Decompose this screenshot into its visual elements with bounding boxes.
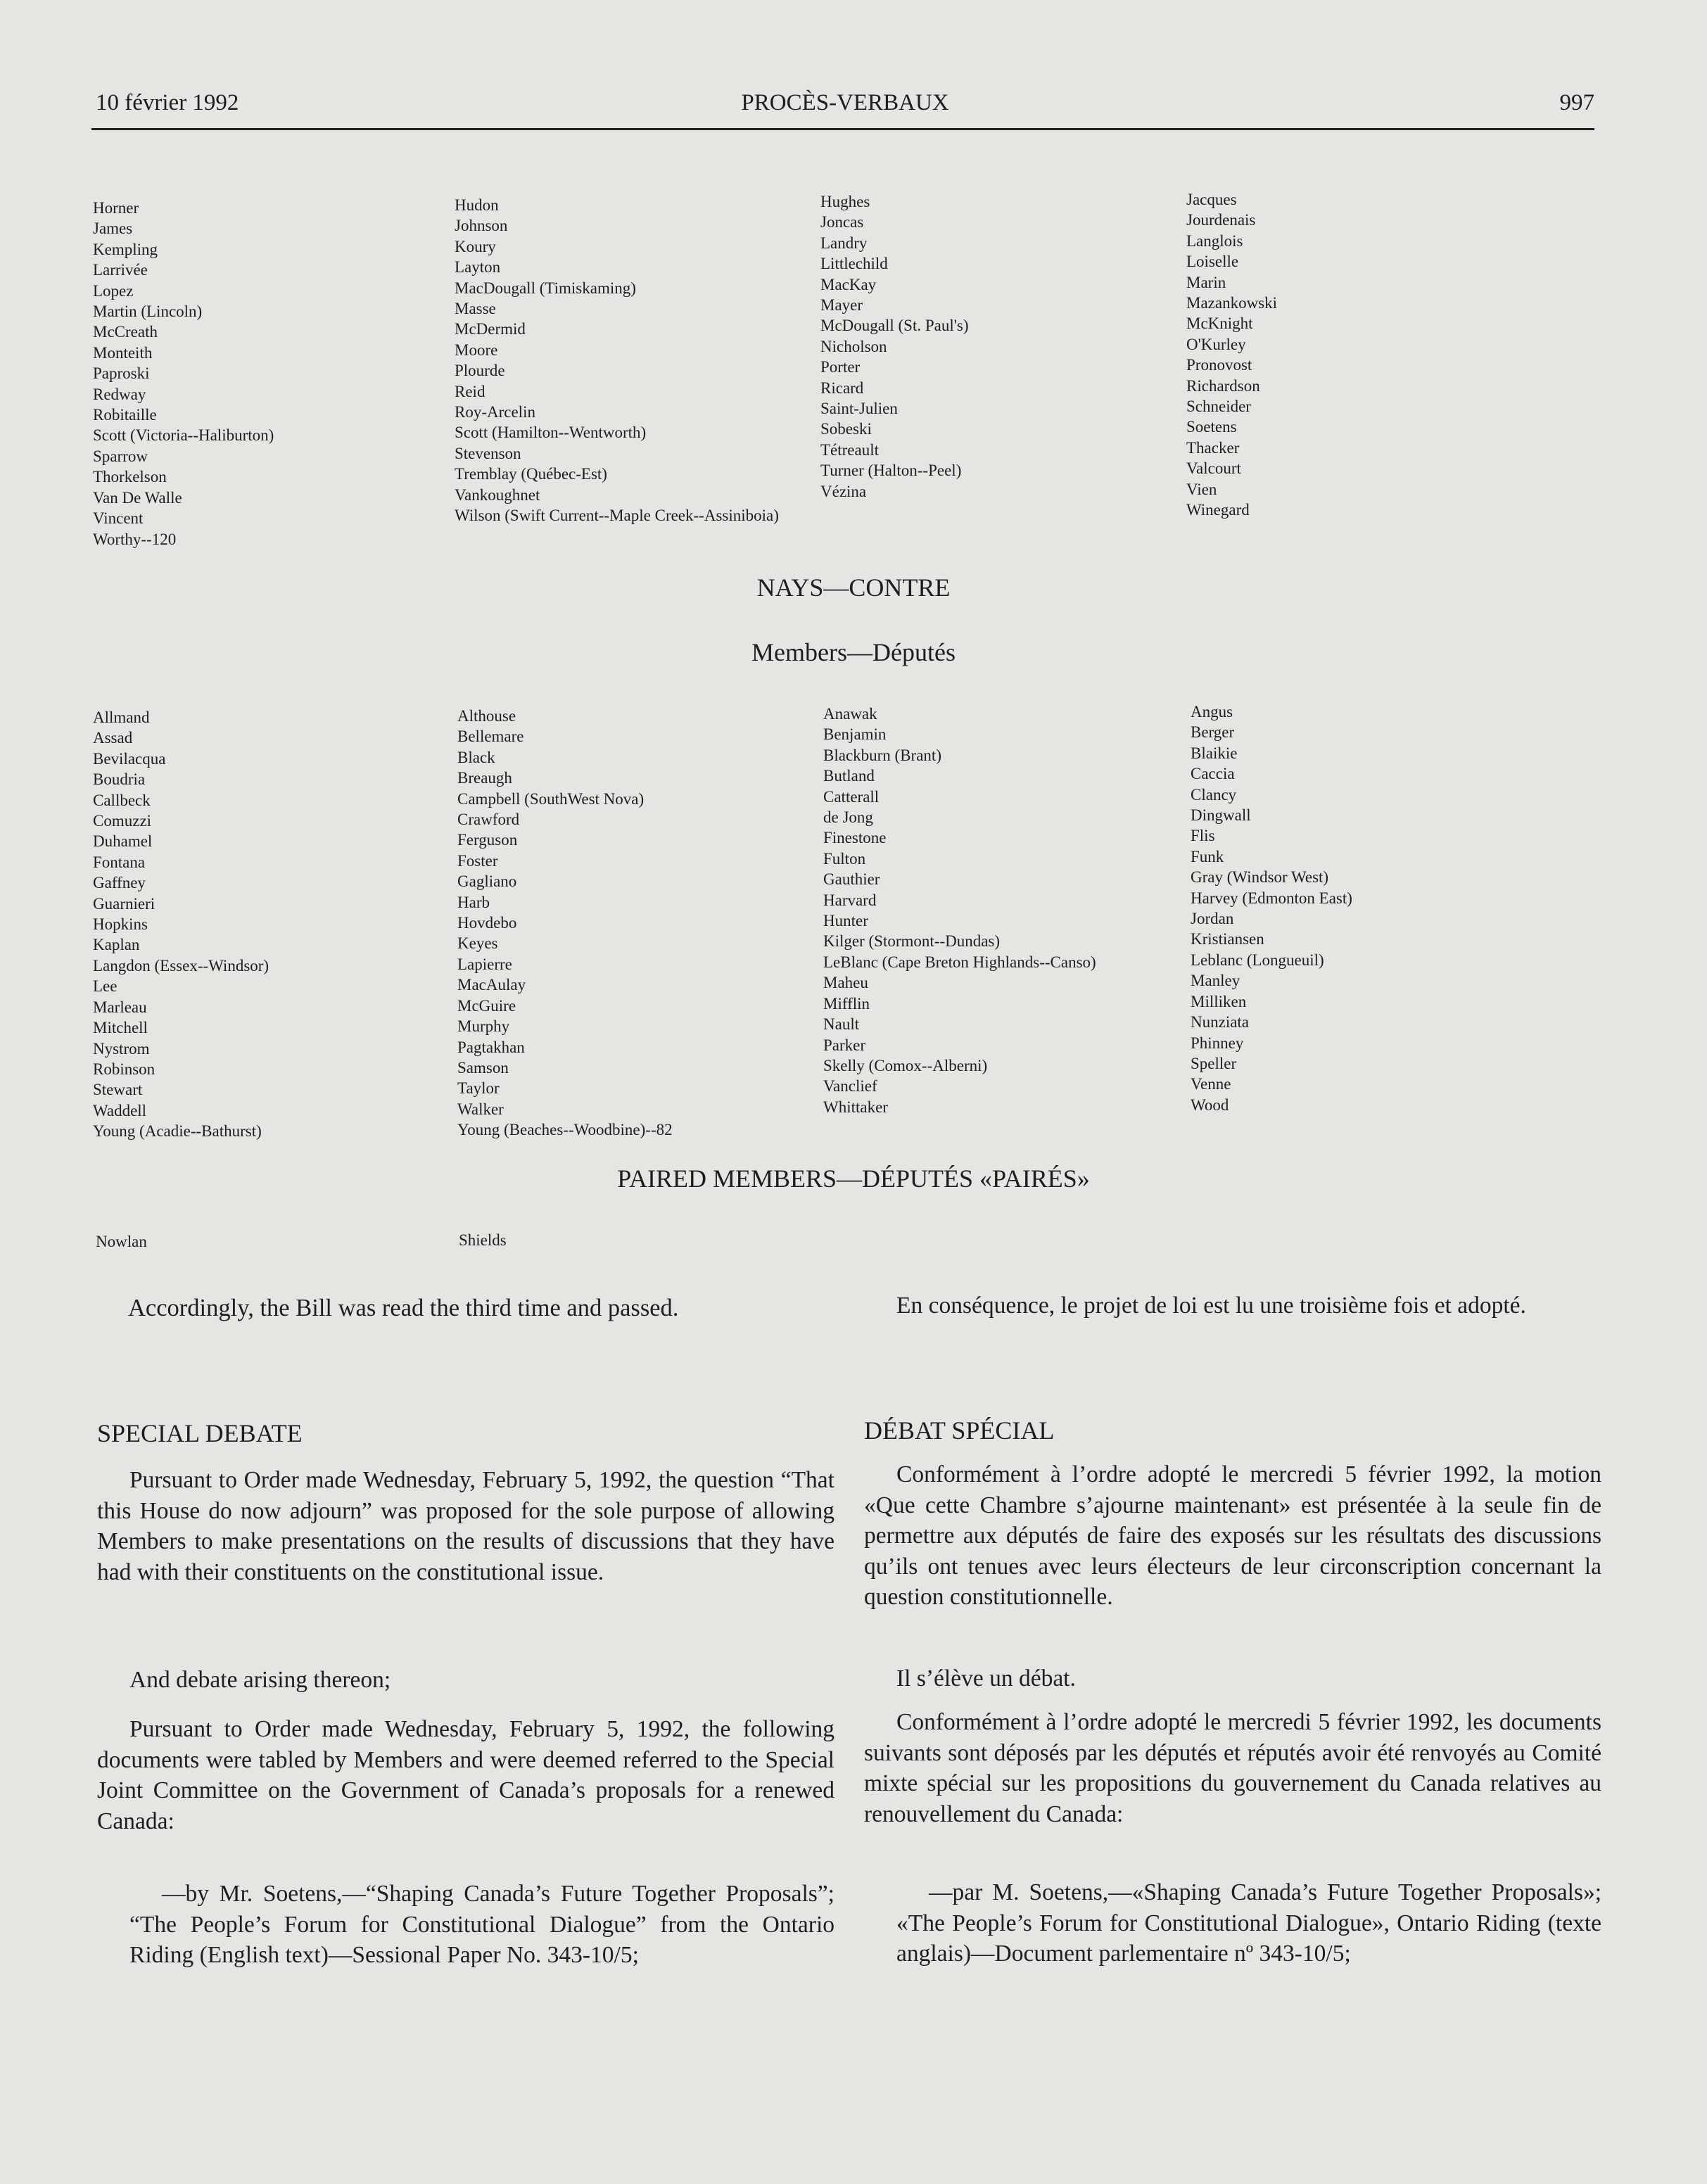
page-header (96, 90, 1594, 127)
yeas-column-1 (93, 198, 274, 550)
member-name: Parker (823, 1036, 866, 1054)
member-name: Mayer (820, 296, 863, 315)
member-name: Reid (455, 382, 486, 400)
member-name: Gray (Windsor West) (1191, 868, 1329, 887)
member-name: Marleau (93, 998, 147, 1016)
member-name: Kilger (Stormont--Dundas) (823, 932, 1001, 951)
member-name: Fulton (823, 849, 866, 868)
member-name: Joncas (820, 213, 864, 231)
member-name: Whittaker (823, 1098, 888, 1116)
nays-column-3 (823, 704, 1096, 1117)
member-name: Dingwall (1191, 806, 1251, 825)
member-name: Richardson (1186, 376, 1260, 395)
member-name: Martin (Lincoln) (93, 303, 203, 321)
member-name: Layton (455, 258, 501, 277)
member-name: Marin (1186, 273, 1226, 291)
member-name: Campbell (SouthWest Nova) (457, 789, 645, 808)
member-name: Bellemare (457, 728, 524, 746)
nays-column-4 (1191, 701, 1352, 1115)
member-name: MacDougall (Timiskaming) (455, 279, 636, 297)
member-name: MacAulay (457, 976, 526, 994)
member-name: Leblanc (Longueuil) (1191, 951, 1324, 969)
member-name: Loiselle (1186, 253, 1239, 271)
member-name: Masse (455, 300, 496, 318)
member-name: Wilson (Swift Current--Maple Creek--Assiniboia) (455, 507, 779, 525)
member-name: Young (Acadie--Bathurst) (93, 1122, 262, 1141)
member-name: Funk (1191, 847, 1224, 865)
member-name: Stewart (93, 1081, 143, 1099)
member-name: Speller (1191, 1054, 1237, 1072)
member-name: Blackburn (Brant) (823, 746, 941, 764)
member-name: Vanclief (823, 1077, 877, 1096)
member-name: Benjamin (823, 725, 887, 744)
member-name: Hovdebo (457, 914, 517, 932)
member-name: Murphy (457, 1017, 510, 1036)
member-name: Crawford (457, 811, 520, 829)
member-name: Samson (457, 1058, 509, 1077)
member-name: Breaugh (457, 769, 512, 787)
member-name: Mazankowski (1186, 294, 1278, 312)
member-name: Lapierre (457, 955, 512, 973)
member-name: Bevilacqua (93, 749, 166, 768)
nays-heading: NAYS—CONTRE (756, 573, 951, 602)
paired-member: Nowlan (96, 1233, 147, 1250)
member-name: Tétreault (820, 440, 880, 459)
member-name: MacKay (820, 275, 877, 293)
member-name: Redway (93, 385, 146, 403)
member-name: Tremblay (Québec-Est) (455, 465, 607, 483)
member-name: Assad (93, 729, 133, 747)
member-name: Turner (Halton--Peel) (820, 462, 962, 480)
member-name: Taylor (457, 1079, 500, 1098)
header-rule (91, 128, 1594, 130)
member-name: Lopez (93, 281, 134, 300)
section-heading-en: SPECIAL DEBATE (97, 1419, 303, 1447)
member-name: Soetens (1186, 418, 1237, 436)
member-name: Butland (823, 767, 875, 785)
member-name: Koury (455, 237, 496, 255)
member-name: Scott (Hamilton--Wentworth) (455, 424, 647, 442)
member-name: Blaikie (1191, 744, 1238, 762)
member-name: Comuzzi (93, 812, 152, 830)
yeas-column-4 (1186, 189, 1277, 521)
member-name: Sparrow (93, 447, 148, 465)
member-name: Landry (820, 234, 868, 252)
member-name: Jordan (1191, 910, 1234, 928)
paragraph-fr-3: Conformément à l’ordre adopté le mercredi 5 février 1992, les documents suivants sont déposés par les députés et réputés avoir été renvoyés au Comité mixte spécial sur les propositions du gouvernement du Canada relatives au renouvellement du Canada: (864, 1709, 1601, 1827)
member-name: Foster (457, 851, 498, 870)
member-name: McGuire (457, 996, 516, 1015)
member-name: Milliken (1191, 992, 1247, 1010)
paragraph-en-2: And debate arising thereon; (129, 1667, 391, 1693)
member-name: Kaplan (93, 936, 140, 954)
member-name: Littlechild (820, 255, 888, 273)
member-name: Althouse (457, 707, 516, 725)
member-name: Worthy--120 (93, 530, 177, 548)
member-name: Nicholson (820, 337, 887, 355)
member-name: Van De Walle (93, 488, 182, 507)
member-name: Caccia (1191, 765, 1235, 783)
member-name: Porter (820, 358, 861, 376)
member-name: Vézina (820, 482, 867, 500)
member-name: Thacker (1186, 438, 1240, 457)
paragraph-en-3: Pursuant to Order made Wednesday, February 5, 1992, the following documents were tabled by Members and were deemed referred to the Special Joint Committee on the Government of Canada’s proposals for a renewed Canada: (97, 1716, 835, 1834)
member-name: Nault (823, 1015, 860, 1034)
nays-column-1 (93, 707, 269, 1142)
member-name: Thorkelson (93, 468, 167, 486)
member-name: Hudon (455, 196, 499, 214)
member-name: de Jong (823, 808, 873, 827)
member-name: McDougall (St. Paul's) (820, 317, 969, 335)
member-name: Anawak (823, 705, 877, 723)
member-name: Wood (1191, 1096, 1229, 1114)
member-name: Schneider (1186, 398, 1251, 416)
member-name: Valcourt (1186, 459, 1241, 478)
member-name: Ricard (820, 379, 864, 397)
header-title: PROCÈS-VERBAUX (741, 90, 949, 115)
member-name: Johnson (455, 217, 508, 235)
member-name: Skelly (Comox--Alberni) (823, 1056, 988, 1074)
member-name: Young (Beaches--Woodbine)--82 (457, 1121, 673, 1139)
member-name: Mifflin (823, 994, 870, 1012)
member-name: McCreath (93, 323, 158, 341)
member-name: Fontana (93, 853, 146, 871)
member-name: Langlois (1186, 231, 1243, 250)
member-name: Walker (457, 1100, 504, 1118)
member-name: Pagtakhan (457, 1038, 525, 1056)
nays-subheading: Members—Députés (751, 638, 956, 666)
member-name: Hopkins (93, 915, 148, 934)
member-name: Stevenson (455, 444, 521, 462)
member-name: Angus (1191, 703, 1233, 720)
member-name: Monteith (93, 343, 153, 362)
member-name: Hunter (823, 912, 868, 930)
member-name: Scott (Victoria--Haliburton) (93, 426, 274, 445)
member-name: Manley (1191, 972, 1240, 990)
member-name: McKnight (1186, 315, 1253, 333)
member-name: Callbeck (93, 791, 151, 809)
member-name: Horner (93, 199, 139, 217)
member-name: Guarnieri (93, 894, 156, 913)
member-name: Berger (1191, 723, 1235, 742)
page-number: 997 (1559, 90, 1594, 115)
member-name: Phinney (1191, 1034, 1244, 1052)
member-name: Kempling (93, 240, 158, 258)
member-name: Gaffney (93, 874, 146, 892)
member-name: Nunziata (1191, 1013, 1250, 1031)
member-name: Vincent (93, 509, 144, 528)
header-date: 10 février 1992 (96, 90, 239, 115)
member-name: Vankoughnet (455, 485, 540, 504)
member-name: Finestone (823, 829, 887, 847)
member-name: Duhamel (93, 832, 153, 851)
member-name: Larrivée (93, 261, 148, 279)
member-name: Catterall (823, 787, 880, 806)
member-name: Saint-Julien (820, 400, 898, 418)
member-name: Hughes (820, 193, 870, 210)
member-name: Nystrom (93, 1039, 150, 1058)
yeas-column-3 (820, 191, 969, 502)
member-name: Moore (455, 341, 498, 359)
member-name: Robitaille (93, 406, 157, 424)
paragraph-fr-2: Il s’élève un débat. (896, 1665, 1076, 1691)
member-name: Robinson (93, 1060, 156, 1078)
bill-passed-en: Accordingly, the Bill was read the third time and passed. (128, 1295, 679, 1321)
member-name: Maheu (823, 974, 868, 992)
member-name: Boudria (93, 770, 146, 789)
member-name: Harvard (823, 891, 877, 909)
member-name: Keyes (457, 934, 498, 953)
member-name: Gauthier (823, 870, 880, 889)
member-name: Jourdenais (1186, 211, 1256, 229)
member-name: Waddell (93, 1101, 147, 1119)
member-name: Harb (457, 893, 490, 911)
member-name: Venne (1191, 1075, 1231, 1093)
member-name: Black (457, 748, 495, 766)
member-name: Gagliano (457, 872, 517, 891)
nays-column-2 (457, 706, 673, 1141)
member-name: Harvey (Edmonton East) (1191, 889, 1352, 907)
member-name: LeBlanc (Cape Breton Highlands--Canso) (823, 953, 1096, 971)
paragraph-fr-4: —par M. Soetens,—«Shaping Canada’s Future Together Proposals»; «The People’s Forum for Constitutional Dialogue», Ontario Riding (texte anglais)—Document parlementaire nº 343-10/5; (896, 1879, 1601, 1967)
member-name: Sobeski (820, 420, 872, 438)
paired-member: Shields (459, 1231, 507, 1249)
member-name: Ferguson (457, 831, 518, 849)
member-name: Lee (93, 977, 118, 996)
member-name: Clancy (1191, 785, 1237, 804)
member-name: Winegard (1186, 501, 1250, 519)
member-name: Roy-Arcelin (455, 403, 535, 421)
member-name: James (93, 220, 133, 238)
section-heading-fr: DÉBAT SPÉCIAL (864, 1416, 1055, 1445)
member-name: Flis (1191, 827, 1215, 845)
paragraph-en-4: —by Mr. Soetens,—“Shaping Canada’s Future Together Proposals”; “The People’s Forum for Constitutional Dialogue” from the Ontario Riding (English text)—Sessional Paper No. 343-10/5; (129, 1881, 835, 1968)
yeas-column-2 (455, 195, 779, 526)
paired-heading: PAIRED MEMBERS—DÉPUTÉS «PAIRÉS» (617, 1164, 1090, 1193)
member-name: Jacques (1186, 191, 1237, 208)
member-name: Mitchell (93, 1019, 148, 1037)
member-name: Kristiansen (1191, 930, 1264, 948)
member-name: Allmand (93, 709, 150, 726)
paragraph-en-1: Pursuant to Order made Wednesday, February 5, 1992, the question “That this House do now adjourn” was proposed for the sole purpose of allowing Members to make presentations on the results of discussions that they have had with their constituents on the constitutional issue. (97, 1467, 835, 1585)
member-name: McDermid (455, 320, 526, 338)
paragraph-fr-1: Conformément à l’ordre adopté le mercredi 5 février 1992, la motion «Que cette Chambre s’ajourne maintenant» est présentée à la seule fin de permettre aux députés de faire des exposés sur les résultats des discussions qu’ils ont tenues avec leurs électeurs de leur circonscription concernant la question constitutionnelle. (864, 1461, 1601, 1610)
member-name: Paproski (93, 364, 150, 383)
member-name: O'Kurley (1186, 335, 1246, 353)
member-name: Langdon (Essex--Windsor) (93, 956, 269, 974)
bill-passed-fr: En conséquence, le projet de loi est lu une troisième fois et adopté. (896, 1293, 1526, 1319)
member-name: Plourde (455, 362, 505, 380)
member-name: Vien (1186, 480, 1217, 498)
member-name: Pronovost (1186, 356, 1252, 374)
